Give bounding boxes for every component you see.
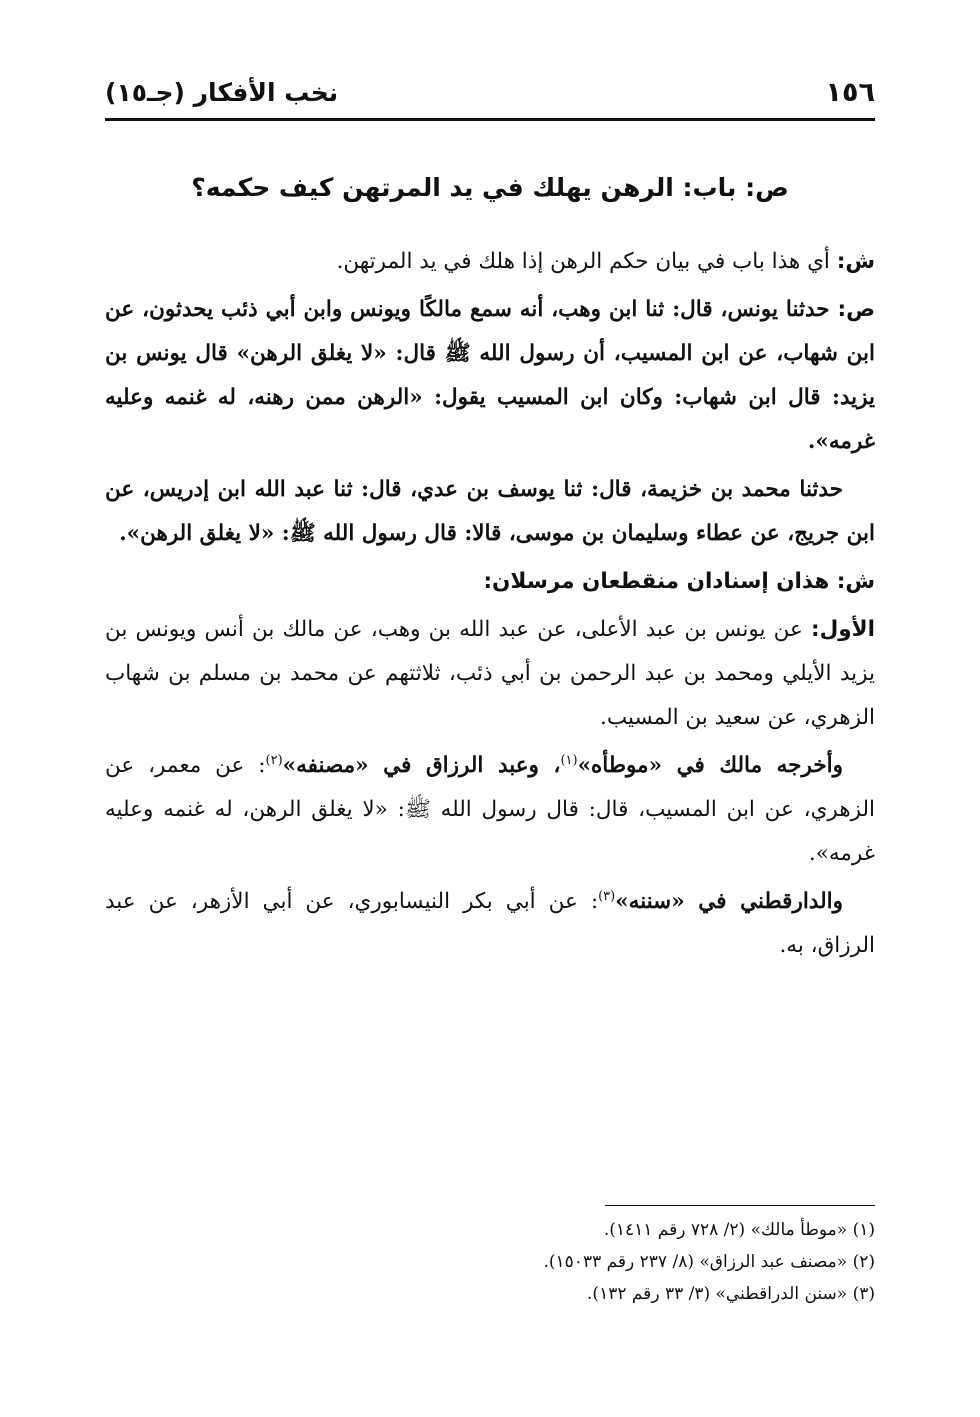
source-malik: وأخرجه مالك في «موطأه» (577, 753, 843, 778)
main-text (105, 240, 875, 972)
paragraph-daraqutni (105, 880, 875, 968)
paragraph-label: ش: (836, 249, 875, 274)
paragraph-text: حدثنا محمد بن خزيمة، قال: ثنا يوسف بن عدي، قال: ثنا عبد الله ابن إدريس، عن ابن جريج، عن عطاء وسليمان بن موسى، قالا: قال رسول الله ﷺ: «لا يغلق الرهن». (105, 477, 875, 546)
chapter-heading: ص: باب: الرهن يهلك في يد المرتهن كيف حكمه؟ (191, 173, 789, 202)
paragraph-hadith-2 (105, 468, 875, 556)
paragraph-label: ص: (837, 297, 875, 322)
paragraph-text: : عن معمر، عن الزهري، عن ابن المسيب، قال: قال رسول الله ﷺ: «لا يغلق الرهن، له غنمه وعليه غرمه». (105, 753, 875, 866)
paragraph-explanation (105, 240, 875, 284)
page-number: ١٥٦ (825, 76, 875, 108)
paragraph-text: : عن أبي بكر النيسابوري، عن أبي الأزهر، عن عبد الرزاق، به. (105, 889, 875, 958)
paragraph-text: عن يونس بن عبد الأعلى، عن عبد الله بن وهب، عن مالك بن أنس ويونس بن يزيد الأيلي ومحمد بن عبد الرحمن بن أبي ذئب، ثلاثتهم عن محمد بن مسلم بن شهاب الزهري، عن سعيد بن المسيب. (105, 617, 875, 730)
footnote-ref-1[interactable]: (١) (560, 752, 578, 768)
paragraph-takhrij (105, 744, 875, 876)
paragraph-first-chain (105, 608, 875, 740)
footnote-rule (605, 1205, 875, 1206)
running-header (105, 72, 875, 112)
footnote-3: (٣) «سنن الدراقطني» (٣/ ٣٣ رقم ١٣٢). (587, 1284, 875, 1304)
footnote-ref-3[interactable]: (٣) (598, 888, 616, 904)
footnote-ref-2[interactable]: (٢) (265, 752, 283, 768)
paragraph-isnad-heading (105, 560, 875, 604)
header-rule (105, 118, 875, 121)
footnote-1: (١) «موطأ مالك» (٢/ ٧٢٨ رقم ١٤١١). (603, 1220, 875, 1240)
paragraph-text: أي هذا باب في بيان حكم الرهن إذا هلك في يد المرتهن. (336, 249, 837, 274)
paragraph-text: حدثنا يونس، قال: ثنا ابن وهب، أنه سمع مالكًا ويونس وابن أبي ذئب يحدثون، عن ابن شهاب، عن ابن المسيب، أن رسول الله ﷺ قال: «لا يغلق الرهن» قال يونس بن يزيد: قال ابن شهاب: وكان ابن المسيب يقول: «الرهن ممن رهنه، له غنمه وعليه غرمه». (105, 297, 875, 454)
source-daraqutni: والدارقطني في «سننه» (615, 889, 843, 914)
footnote-2: (٢) «مصنف عبد الرزاق» (٨/ ٢٣٧ رقم ١٥٠٣٣). (543, 1252, 875, 1272)
running-title: نخب الأفكار (جـ١٥) (105, 77, 339, 107)
footnotes (105, 1214, 875, 1310)
paragraph-hadith-1 (105, 288, 875, 464)
source-abdrazzaq: ، وعبد الرزاق في «مصنفه» (282, 753, 561, 778)
paragraph-text: ش: هذان إسنادان منقطعان مرسلان: (483, 569, 875, 594)
paragraph-label: الأول: (811, 617, 875, 642)
